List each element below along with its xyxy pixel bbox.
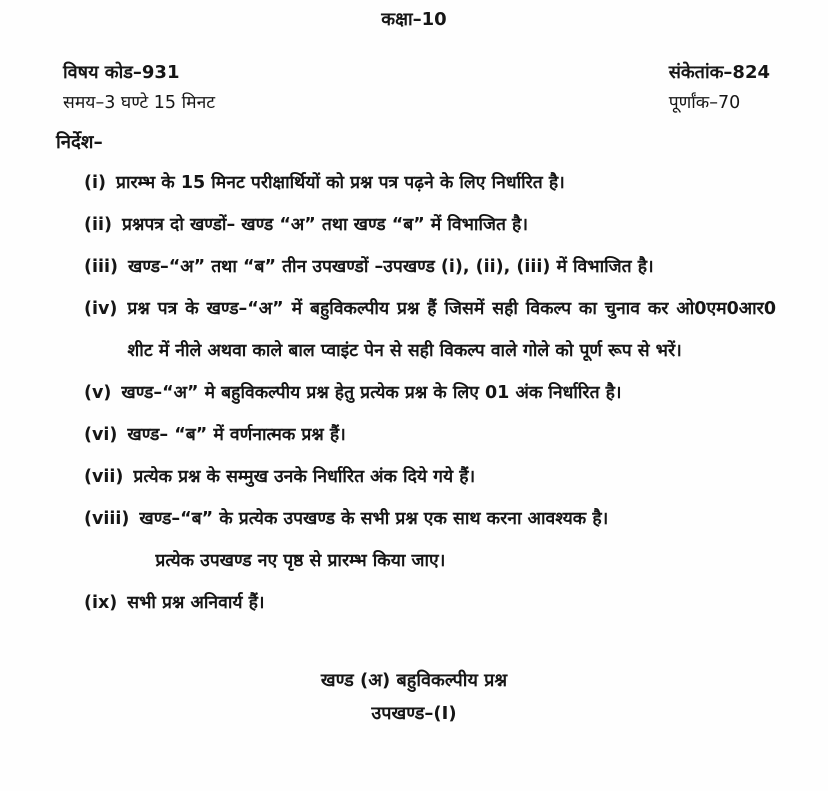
instruction-marker: (iv) bbox=[84, 299, 118, 319]
instruction-text: खण्ड–“ब” के प्रत्येक उपखण्ड के सभी प्रश्न एक साथ करना आवश्यक है। प्रत्येक उपखण्ड नए पृष्ठ से प्रारम्भ किया जाए। bbox=[139, 509, 609, 571]
paper-header bbox=[63, 58, 770, 118]
instruction-item bbox=[84, 498, 776, 582]
instruction-item bbox=[84, 414, 776, 456]
header-left-column bbox=[63, 58, 215, 118]
instruction-item bbox=[84, 246, 776, 288]
instruction-text: प्रारम्भ के 15 मिनट परीक्षार्थियों को प्रश्न पत्र पढ़ने के लिए निर्धारित है। bbox=[116, 173, 565, 193]
time-allowed: समय–3 घण्टे 15 मिनट bbox=[63, 93, 216, 113]
instruction-item bbox=[84, 204, 776, 246]
instruction-marker: (v) bbox=[84, 383, 112, 403]
instruction-item bbox=[84, 456, 776, 498]
instruction-text: प्रश्न पत्र के खण्ड–“अ” में बहुविकल्पीय प्रश्न हैं जिसमें सही विकल्प का चुनाव कर ओ0एम0आर0 शीट में नीले अथवा काले बाल प्वाइंट पेन से सही विकल्प वाले गोले को पूर्ण रूप से भरें। bbox=[127, 299, 776, 361]
instructions-heading: निर्देश– bbox=[56, 132, 103, 153]
instruction-marker: (vi) bbox=[84, 425, 118, 445]
header-right-column bbox=[669, 58, 770, 118]
section-heading: खण्ड (अ) बहुविकल्पीय प्रश्न bbox=[320, 670, 508, 691]
section-a-block bbox=[0, 664, 828, 730]
subject-code: विषय कोड–931 bbox=[63, 62, 180, 83]
instruction-text: सभी प्रश्न अनिवार्य हैं। bbox=[127, 593, 265, 613]
instruction-marker: (ix) bbox=[84, 593, 118, 613]
maximum-marks: पूर्णांक–70 bbox=[668, 93, 741, 113]
instruction-item bbox=[84, 582, 776, 624]
subsection-heading: उपखण्ड–(I) bbox=[371, 703, 457, 724]
instruction-marker: (viii) bbox=[84, 509, 130, 529]
instruction-marker: (ii) bbox=[84, 215, 112, 235]
instruction-text: प्रत्येक प्रश्न के सम्मुख उनके निर्धारित अंक दिये गये हैं। bbox=[133, 467, 476, 487]
instruction-text: खण्ड–“अ” मे बहुविकल्पीय प्रश्न हेतु प्रत्येक प्रश्न के लिए 01 अंक निर्धारित है। bbox=[121, 383, 622, 403]
instructions-list bbox=[84, 162, 776, 624]
instruction-text: खण्ड– “ब” में वर्णनात्मक प्रश्न हैं। bbox=[127, 425, 346, 445]
paper-code-number: संकेतांक–824 bbox=[668, 62, 770, 83]
instruction-item bbox=[84, 372, 776, 414]
instruction-item bbox=[84, 288, 776, 372]
instruction-text: प्रश्नपत्र दो खण्डों– खण्ड “अ” तथा खण्ड “ब” में विभाजित है। bbox=[122, 215, 528, 235]
class-title: कक्षा–10 bbox=[381, 9, 447, 30]
instruction-marker: (vii) bbox=[84, 467, 124, 487]
instruction-item bbox=[84, 162, 776, 204]
instruction-marker: (iii) bbox=[84, 257, 118, 277]
instruction-marker: (i) bbox=[84, 173, 106, 193]
instruction-text: खण्ड–“अ” तथा “ब” तीन उपखण्डों –उपखण्ड (i), (ii), (iii) में विभाजित है। bbox=[128, 257, 654, 277]
